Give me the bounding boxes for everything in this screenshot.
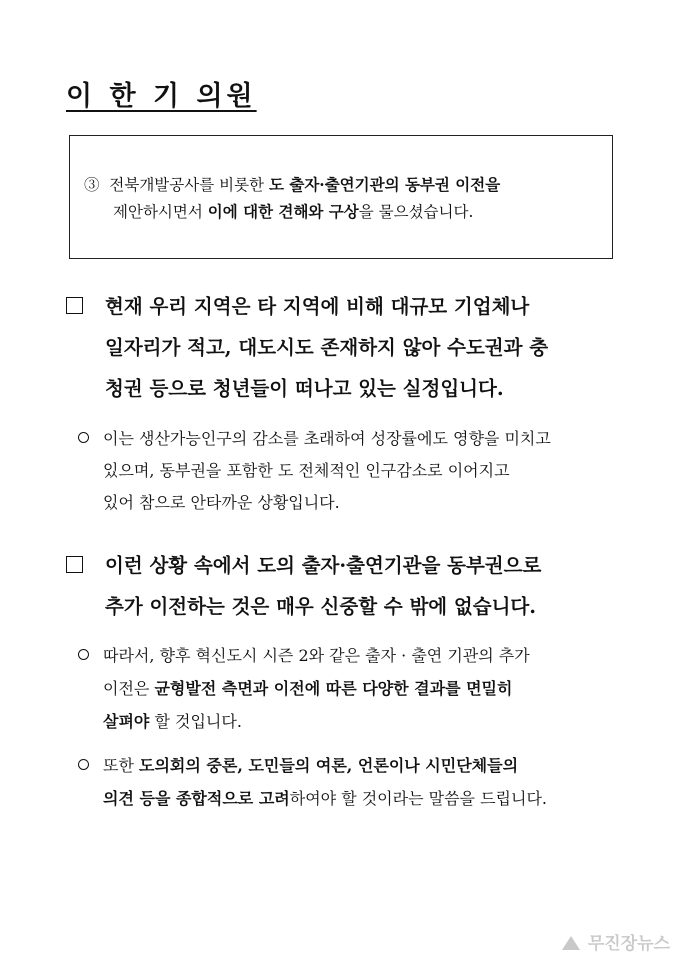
- question-box: [69, 135, 613, 259]
- watermark-text: 무진장뉴스: [587, 934, 670, 954]
- question-text-2c: 을 물으셨습니다.: [358, 203, 474, 221]
- page-title: 이 한 기 의원: [66, 81, 257, 112]
- mountain-logo-icon: [560, 934, 582, 950]
- question-text-2b: 이에 대한 견해와 구상: [207, 202, 359, 221]
- circle-bullet-icon: [78, 432, 89, 443]
- section2-text-1: 이런 상황 속에서 도의 출자·출연기관을 동부권으로: [105, 554, 542, 577]
- circle-bullet-icon: [78, 649, 89, 660]
- circle-bullet-icon: [78, 759, 89, 770]
- section2-line-2: [105, 591, 536, 619]
- square-bullet-icon: [66, 556, 83, 573]
- section2-bullet1-line-3: 살펴야 할 것입니다.: [103, 712, 242, 731]
- section2-line-1: [66, 550, 541, 578]
- question-text-1a: 전북개발공사를 비롯한: [109, 176, 265, 194]
- question-number: ③: [84, 176, 100, 194]
- section1-line-2: [105, 332, 548, 360]
- section1-text-1: 현재 우리 지역은 타 지역에 비해 대규모 기업체나: [105, 295, 530, 318]
- question-line-1: [84, 173, 500, 195]
- section2-text-2: 추가 이전하는 것은 매우 신중할 수 밖에 없습니다.: [105, 595, 537, 618]
- section1-text-2: 일자리가 적고, 대도시도 존재하지 않아 수도권과 충: [105, 336, 549, 359]
- question-text-1b: 도 출자·출연기관의 동부권 이전을: [268, 175, 501, 194]
- section1-text-3: 청권 등으로 청년들이 떠나고 있는 실정입니다.: [105, 377, 504, 400]
- question-line-2: [113, 200, 473, 222]
- section1-line-3: [105, 373, 504, 401]
- question-text-2a: 제안하시면서: [113, 203, 203, 221]
- section1-bullet1-line-2: 있으며, 동부권을 포함한 도 전체적인 인구감소로 이어지고: [103, 461, 510, 480]
- section2-bullet2-line-2: 의견 등을 종합적으로 고려하여야 할 것이라는 말씀을 드립니다.: [103, 789, 548, 808]
- section1-line-1: [66, 291, 529, 319]
- section2-bullet2-line-1: 또한 도의회의 중론, 도민들의 여론, 언론이나 시민단체들의: [78, 753, 518, 776]
- square-bullet-icon: [66, 297, 83, 314]
- watermark: [560, 929, 670, 954]
- section2-bullet1-line-2: 이전은 균형발전 측면과 이전에 따른 다양한 결과를 면밀히: [103, 679, 513, 698]
- section1-bullet1-line-1: 이는 생산가능인구의 감소를 초래하여 성장률에도 영향을 미치고: [78, 426, 551, 449]
- section2-bullet1-line-1: 따라서, 향후 혁신도시 시즌 2와 같은 출자 · 출연 기관의 추가: [78, 643, 530, 666]
- section1-bullet1-line-3: 있어 참으로 안타까운 상황입니다.: [103, 493, 340, 512]
